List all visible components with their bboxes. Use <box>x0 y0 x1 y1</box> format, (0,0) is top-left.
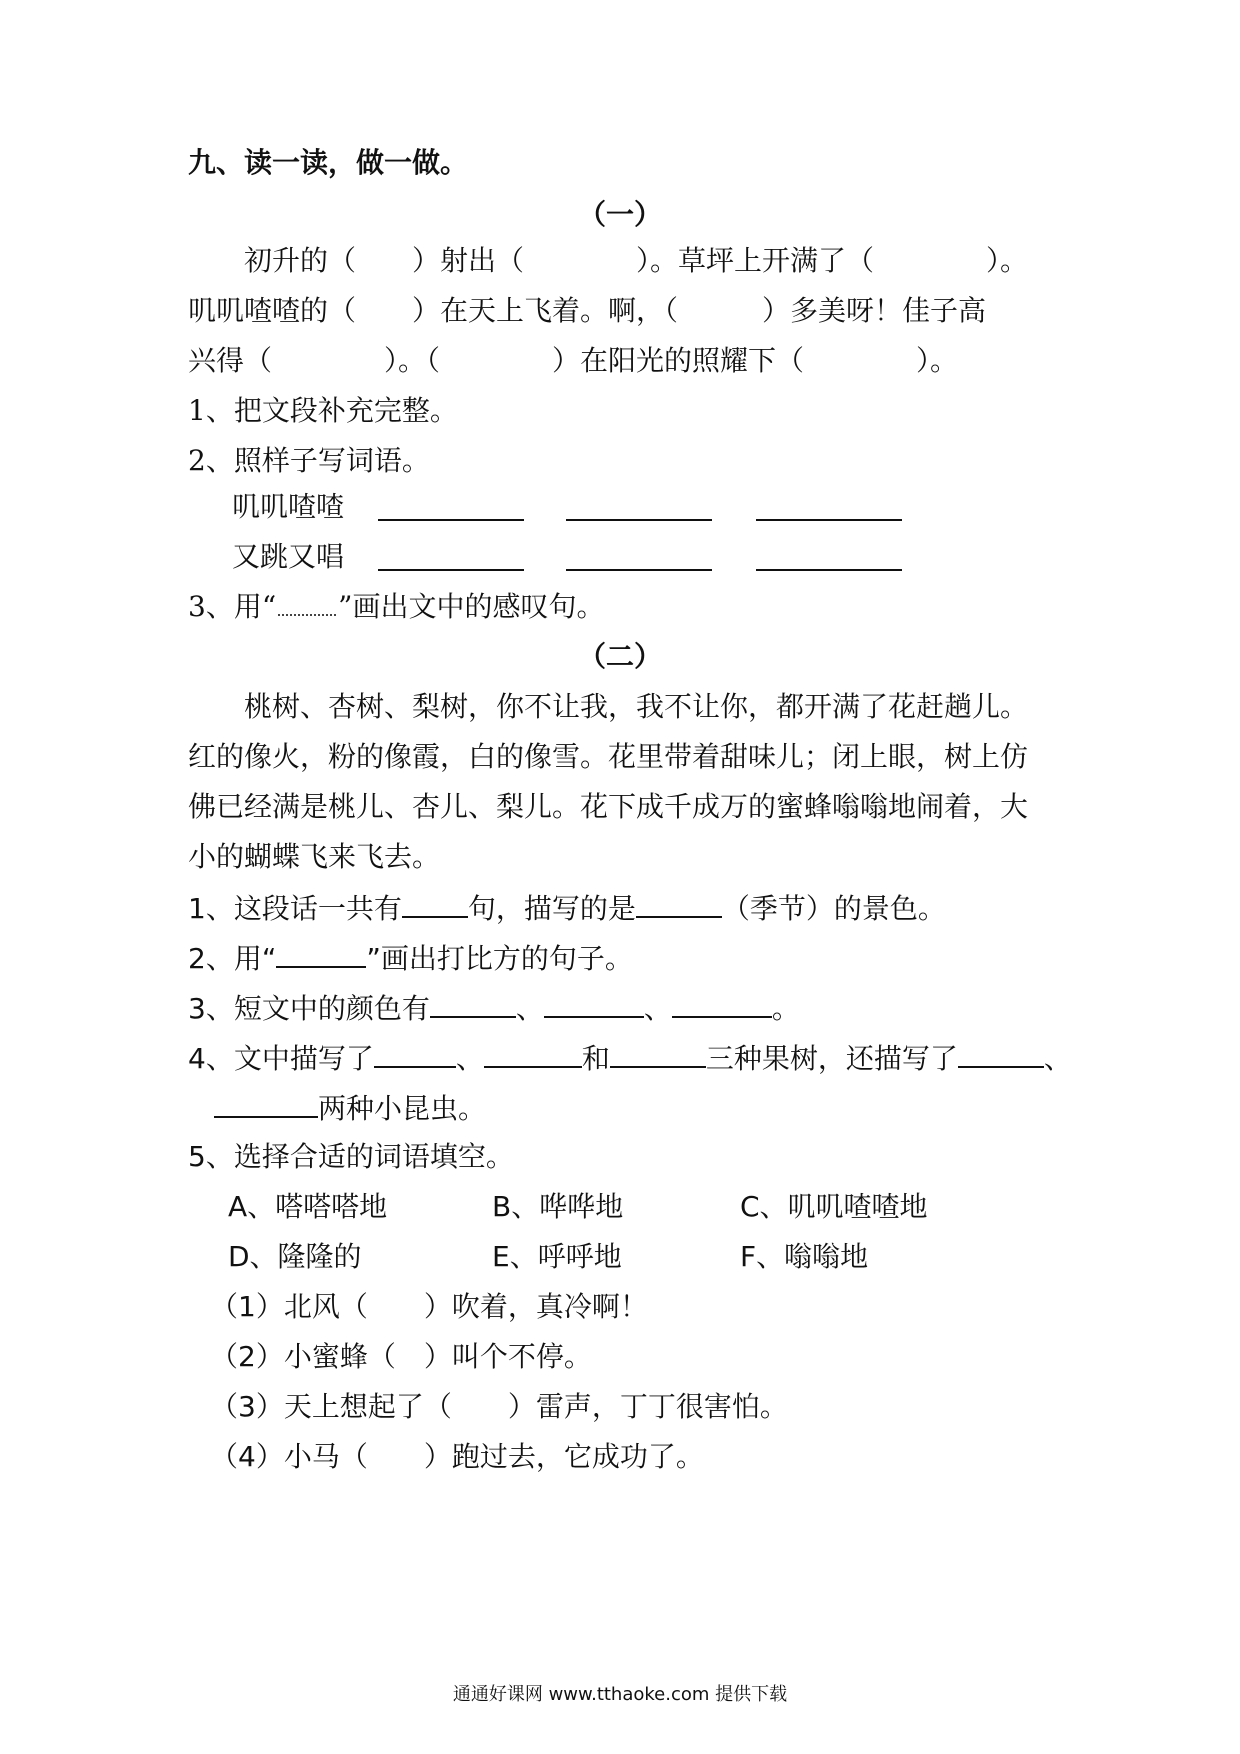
part1-question-1: 1、把文段补充完整。 <box>188 394 458 427</box>
part1-title: （一） <box>577 198 662 231</box>
option-b: B、哗哗地 <box>492 1190 624 1223</box>
q-text: 和 <box>581 1042 610 1075</box>
part2-question-4-cont <box>214 1090 486 1126</box>
q-text: 2、用“ <box>188 942 277 975</box>
wavy-underline-sample <box>278 604 336 616</box>
answer-blank[interactable] <box>402 890 468 918</box>
fill-item-1: （1）北风（ ）吹着，真冷啊！ <box>210 1290 648 1323</box>
answer-blank[interactable] <box>374 1040 456 1068</box>
answer-blank[interactable] <box>756 519 902 521</box>
option-e: E、呼呼地 <box>492 1240 622 1273</box>
q-text: 句，描写的是 <box>467 892 636 925</box>
q-text: 1、这段话一共有 <box>188 892 402 925</box>
part2-question-4 <box>188 1040 1072 1076</box>
option-f: F、嗡嗡地 <box>740 1240 869 1273</box>
q-text: 三种果树，还描写了 <box>705 1042 958 1075</box>
q-text: 、 <box>643 992 672 1025</box>
section-heading: 九、读一读，做一做。 <box>188 146 469 179</box>
answer-blank[interactable] <box>484 1040 582 1068</box>
answer-blank[interactable] <box>672 990 772 1018</box>
part1-question-2: 2、照样子写词语。 <box>188 444 430 477</box>
part2-para-line: 佛已经满是桃儿、杏儿、梨儿。花下成千成万的蜜蜂嗡嗡地闹着，大 <box>188 790 1029 823</box>
example-word-1: 叽叽喳喳 <box>232 490 345 523</box>
part2-question-2 <box>188 940 633 976</box>
part2-para-line: 红的像火，粉的像霞，白的像雪。花里带着甜味儿；闭上眼，树上仿 <box>188 740 1029 773</box>
part1-para-line: 初升的（ ）射出（ ）。草坪上开满了（ ）。 <box>244 244 1029 277</box>
part2-para-line: 小的蝴蝶飞来飞去。 <box>188 840 441 873</box>
example-word-2: 又跳又唱 <box>232 540 345 573</box>
straight-underline-sample <box>276 940 366 968</box>
page-footer: 通通好课网 www.tthaoke.com 提供下载 <box>452 1684 788 1705</box>
option-c: C、叽叽喳喳地 <box>740 1190 928 1223</box>
answer-blank[interactable] <box>544 990 644 1018</box>
q-text: 两种小昆虫。 <box>318 1092 487 1125</box>
option-d: D、隆隆的 <box>228 1240 362 1273</box>
answer-blank[interactable] <box>214 1090 318 1118</box>
q3-prefix: 3、用“ <box>188 590 277 623</box>
part2-question-3 <box>188 990 800 1026</box>
part1-para-line: 兴得（ ）。（ ）在阳光的照耀下（ ）。 <box>188 344 959 377</box>
fill-item-4: （4）小马（ ）跑过去，它成功了。 <box>210 1440 704 1473</box>
answer-blank[interactable] <box>566 519 712 521</box>
q3-suffix: ”画出文中的感叹句。 <box>338 590 605 623</box>
answer-blank[interactable] <box>756 569 902 571</box>
fill-item-2: （2）小蜜蜂（ ）叫个不停。 <box>210 1340 592 1373</box>
fill-item-3: （3）天上想起了（ ）雷声，丁丁很害怕。 <box>210 1390 788 1423</box>
answer-blank[interactable] <box>958 1040 1044 1068</box>
part2-question-5: 5、选择合适的词语填空。 <box>188 1140 514 1173</box>
q-text: 、 <box>515 992 544 1025</box>
part2-question-1 <box>188 890 946 926</box>
q-text: 、 <box>455 1042 484 1075</box>
answer-blank[interactable] <box>378 519 524 521</box>
answer-blank[interactable] <box>636 890 722 918</box>
part2-para-line: 桃树、杏树、梨树，你不让我，我不让你，都开满了花赶趟儿。 <box>244 690 1029 723</box>
answer-blank[interactable] <box>430 990 516 1018</box>
q-text: ”画出打比方的句子。 <box>366 942 633 975</box>
q-text: 、 <box>1043 1042 1072 1075</box>
q-text: 4、文中描写了 <box>188 1042 374 1075</box>
answer-blank[interactable] <box>566 569 712 571</box>
part1-para-line: 叽叽喳喳的（ ）在天上飞着。啊，（ ）多美呀！佳子高 <box>188 294 987 327</box>
q-text: （季节）的景色。 <box>721 892 946 925</box>
part2-title: （二） <box>577 640 662 673</box>
answer-blank[interactable] <box>378 569 524 571</box>
option-a: A、嗒嗒嗒地 <box>228 1190 388 1223</box>
answer-blank[interactable] <box>610 1040 706 1068</box>
part1-question-3 <box>188 590 604 624</box>
q-text: 。 <box>771 992 800 1025</box>
q-text: 3、短文中的颜色有 <box>188 992 430 1025</box>
